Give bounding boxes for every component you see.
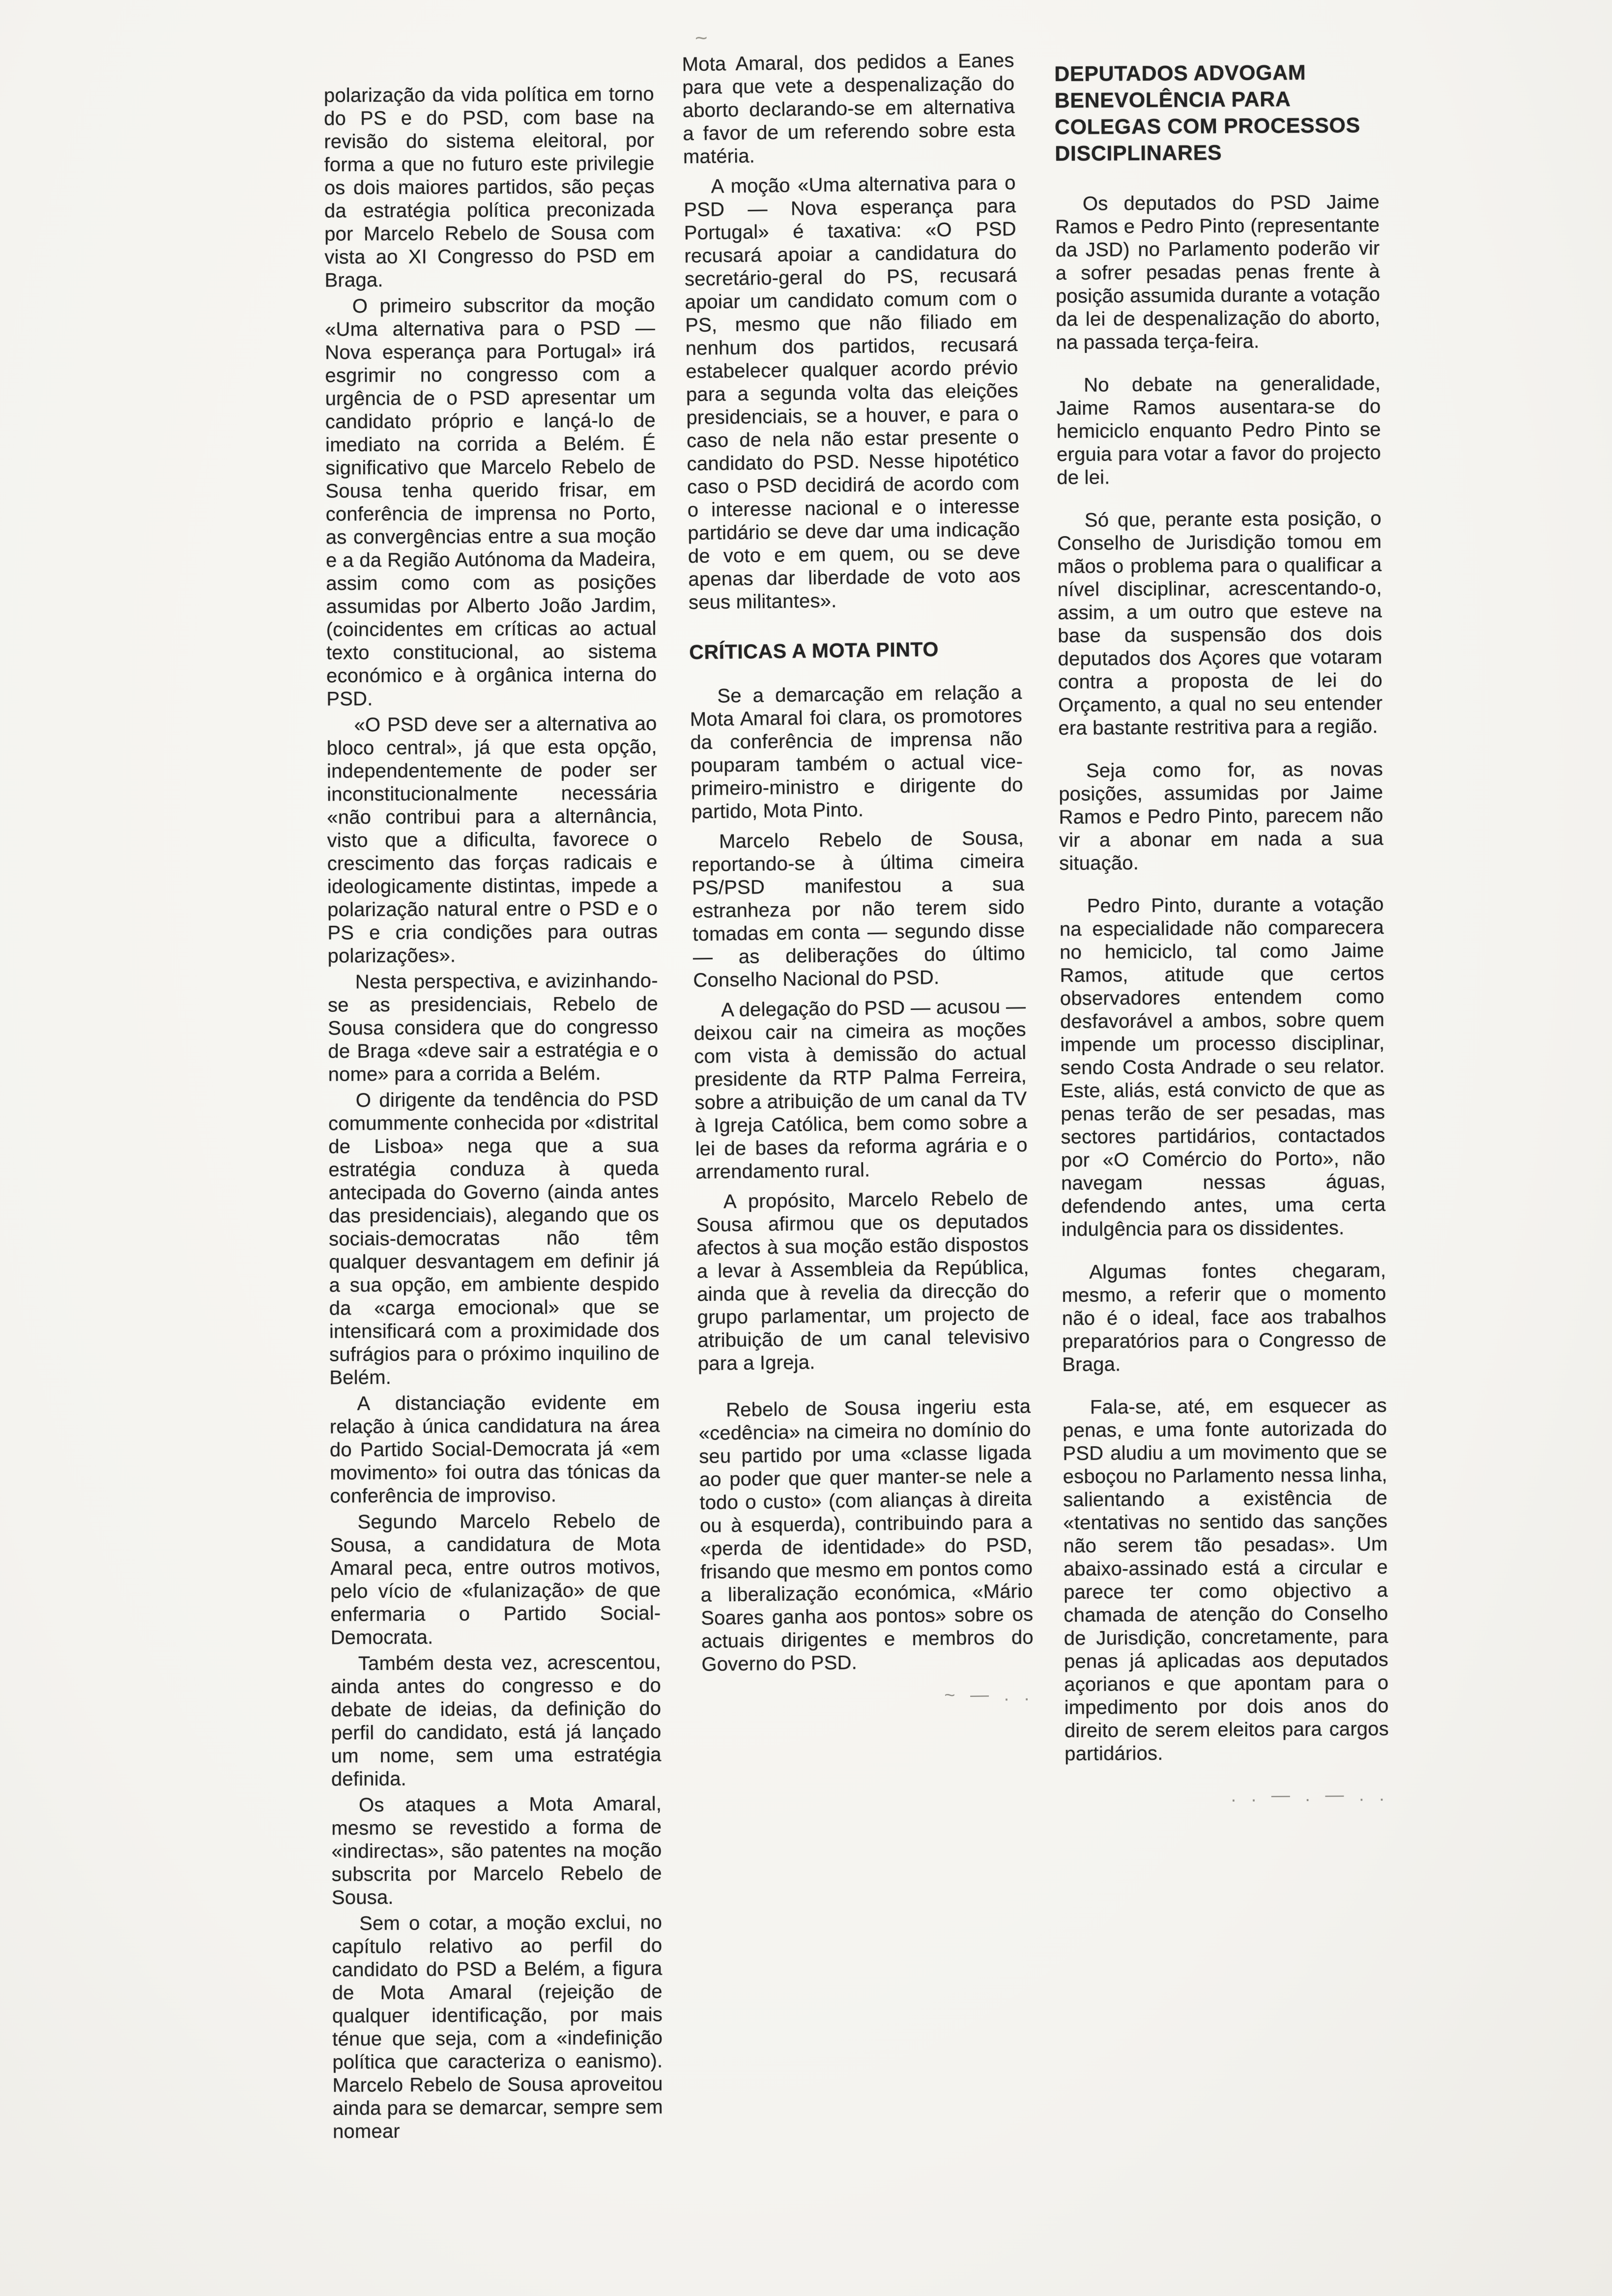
article-paragraph: Pedro Pinto, durante a votação na especialidade não comparecera no hemiciclo, tal como Jaime Ramos, atitude que certos observadores entendem como desfavorável a ambos, sobre quem impende um processo disciplinar, sendo Costa Andrade o seu relator. Este, aliás, está convicto de que as penas terão de ser pesadas, mas sectores partidários, contactados por «O Comércio do Porto», não navegam nessas águas, defendendo antes, uma certa indulgência para os dissidentes. (1059, 893, 1386, 1241)
article-paragraph: polarização da vida política em torno do PS e do PSD, com base na revisão do sistema eleitoral, por forma a que no futuro este privilegie os dois maiores partidos, são peças da estratégia política preconizada por Marcelo Rebelo de Sousa com vista ao XI Congresso do PSD em Braga. (323, 83, 655, 291)
article-column-middle (682, 49, 1034, 1710)
headline-deputados-advogam-benevolencia: DEPUTADOS ADVOGAM BENEVOLÊNCIA PARA COLEGAS COM PROCESSOS DISCIPLINARES (1054, 60, 1360, 166)
article-paragraph: Segundo Marcelo Rebelo de Sousa, a candidatura de Mota Amaral peca, entre outros motivos, pelo vício de «fulanização» de que enfermaria o Partido Social-Democrata. (330, 1510, 661, 1649)
article-paragraph: A delegação do PSD — acusou — deixou cair na cimeira as moções com vista à demissão do actual presidente da RTP Palma Ferreira, sobre a atribuição de um canal da TV à Igreja Católica, bem como sobre a lei de bases da reforma agrária e o arrendamento rural. (693, 995, 1028, 1183)
subheading-criticas-a-mota-pinto: CRÍTICAS A MOTA PINTO (689, 637, 939, 664)
article-column-left (324, 83, 663, 2147)
scan-artifact-dashes: . . — . — . . (1231, 1784, 1389, 1806)
article-paragraph: Nesta perspectiva, e avizinhando-se as presidenciais, Rebelo de Sousa considera que do congresso de Braga «deve sair a estratégia e o nome» para a corrida a Belém. (327, 970, 659, 1086)
article-paragraph: Os ataques a Mota Amaral, mesmo se revestido a forma de «indirectas», são patentes na moção subscrita por Marcelo Rebelo de Sousa. (331, 1793, 662, 1909)
article-paragraph: Marcelo Rebelo de Sousa, reportando-se à última cimeira PS/PSD manifestou a sua estranheza por não terem sido tomadas em conta — segundo disse — as deliberações do último Conselho Nacional do PSD. (691, 827, 1026, 992)
article-paragraph: O primeiro subscritor da moção «Uma alternativa para o PSD — Nova esperança para Portugal» irá esgrimir no congresso com a urgência de o PSD apresentar um candidato próprio e lançá-lo de imediato na corrida a Belém. É significativo que Marcelo Rebelo de Sousa tenha querido frisar, em conferência de imprensa no Porto, as convergências entre a sua moção e a da Região Autónoma da Madeira, assim como com as posições assumidas por Alberto João Jardim, (coincidentes em críticas ao actual texto constitucional, ao sistema económico e à orgânica interna do PSD. (324, 294, 657, 710)
article-paragraph: Também desta vez, acrescentou, ainda antes do congresso e do debate de ideias, da definição do perfil do candidato, está já lançado um nome, sem uma estratégia definida. (330, 1651, 662, 1790)
article-paragraph: O dirigente da tendência do PSD comummente conhecida por «distrital de Lisboa» nega que a sua estratégia conduza à queda antecipada do Governo (ainda antes das presidenciais), alegando que os sociais-democratas não têm qualquer desvantagem em definir já a sua opção, em ambiente despido da «carga emocional» que se intensificará com a proximidade dos sufrágios para o próximo inquilino de Belém. (328, 1088, 660, 1389)
article-paragraph: A distanciação evidente em relação à única candidatura na área do Partido Social-Democrata já «em movimento» foi outra das tónicas da conferência de improviso. (329, 1391, 661, 1507)
article-paragraph: Algumas fontes chegaram, mesmo, a referir que o momento não é o ideal, face aos trabalhos preparatórios para o Congresso de Braga. (1062, 1259, 1387, 1376)
article-paragraph: Sem o cotar, a moção exclui, no capítulo relativo ao perfil do candidato do PSD a Belém, a figura de Mota Amaral (rejeição de qualquer identificação, por mais ténue que seja, com a «indefinição política que caracteriza o eanismo). Marcelo Rebelo de Sousa aproveitou ainda para se demarcar, sempre sem nomear (332, 1911, 663, 2143)
article-paragraph: «O PSD deve ser a alternativa ao bloco central», já que esta opção, independentemente de poder ser inconstitucionalmente necessária «não contribui para a alternância, visto que a dificulta, favorece o crescimento das forças radicais e ideologicamente distintas, impede a polarização natural entre o PSD e o PS e cria condições para outras polarizações». (326, 713, 658, 967)
article-paragraph: A moção «Uma alternativa para o PSD — Nova esperança para Portugal» é taxativa: «O PSD recusará apoiar a candidatura do secretário-geral do PS, recusará apoiar um candidato comum com o PS, mesmo que não filiado em nenhum dos partidos, recusará estabelecer qualquer acordo prévio para a segunda volta das eleições presidenciais, se a houver, e para o caso de nela não estar presente o candidato do PSD. Nesse hipotético caso o PSD decidirá de acordo com o interesse nacional e o interesse partidário se deve dar uma indicação de voto e em quem, ou se deve apenas dar liberdade de voto aos seus militantes». (684, 172, 1021, 614)
article-paragraph: Fala-se, até, em esquecer as penas, e uma fonte autorizada do PSD aludiu a um movimento que se esboçou no Parlamento nessa linha, salientando a existência de «tentativas no sentido das sanções não serem tão pesadas». Um abaixo-assinado está a circular e parece ter como objectivo a chamada de atenção do Conselho de Jurisdição, concretamente, para penas já aplicadas aos deputados açorianos e que apontam para o impedimento por dois anos do direito de serem eleitos para cargos partidários. (1063, 1394, 1389, 1765)
article-paragraph: Rebelo de Sousa ingeriu esta «cedência» na cimeira no domínio do seu partido por uma «classe ligada ao poder que quer manter-se nele a todo o custo» (com alianças à direita ou à esquerda), contribuindo para a «perda de identidade» do PSD, frisando que mesmo em pontos como a liberalização económica, «Mário Soares ganha aos pontos» sobre os actuais dirigentes e membros do Governo do PSD. (698, 1395, 1034, 1676)
article-column-right (1054, 59, 1389, 1808)
article-paragraph: Os deputados do PSD Jaime Ramos e Pedro Pinto (representante da JSD) no Parlamento poderão vir a sofrer pesadas penas frente à posição assumida durante a votação da lei de despenalização do aborto, na passada terça-feira. (1055, 191, 1381, 354)
article-paragraph: Se a demarcação em relação a Mota Amaral foi clara, os promotores da conferência de imprensa não pouparam também o actual vice-primeiro-ministro e dirigente do partido, Mota Pinto. (690, 681, 1023, 823)
article-paragraph: A propósito, Marcelo Rebelo de Sousa afirmou que os deputados afectos à sua moção estão dispostos a levar à Assembleia da República, ainda que à revelia da direcção do grupo parlamentar, um projecto de atribuição de um canal televisivo para a Igreja. (696, 1187, 1030, 1375)
article-paragraph: No debate na generalidade, Jaime Ramos ausentara-se do hemiciclo enquanto Pedro Pinto se erguia para votar a favor do projecto de lei. (1056, 373, 1382, 489)
scan-artifact-squiggle: ~ (694, 25, 714, 51)
article-paragraph: Só que, perante esta posição, o Conselho de Jurisdição tomou em mãos o problema para o qualificar a nível disciplinar, acrescentando-o, assim, a um outro que esteve na base da suspensão dos dois deputados dos Açores que votaram contra a proposta de lei do Orçamento, a qual no seu entender era bastante restritiva para a região. (1057, 508, 1383, 740)
article-paragraph: Mota Amaral, dos pedidos a Eanes para que vete a despenalização do aborto declarando-se em alternativa a favor de um referendo sobre esta matéria. (682, 49, 1015, 168)
article-paragraph: Seja como for, as novas posições, assumidas por Jaime Ramos e Pedro Pinto, parecem não vir a abonar em nada a sua situação. (1059, 758, 1383, 875)
scan-artifact-underline: ~ — . . (944, 1684, 1035, 1706)
